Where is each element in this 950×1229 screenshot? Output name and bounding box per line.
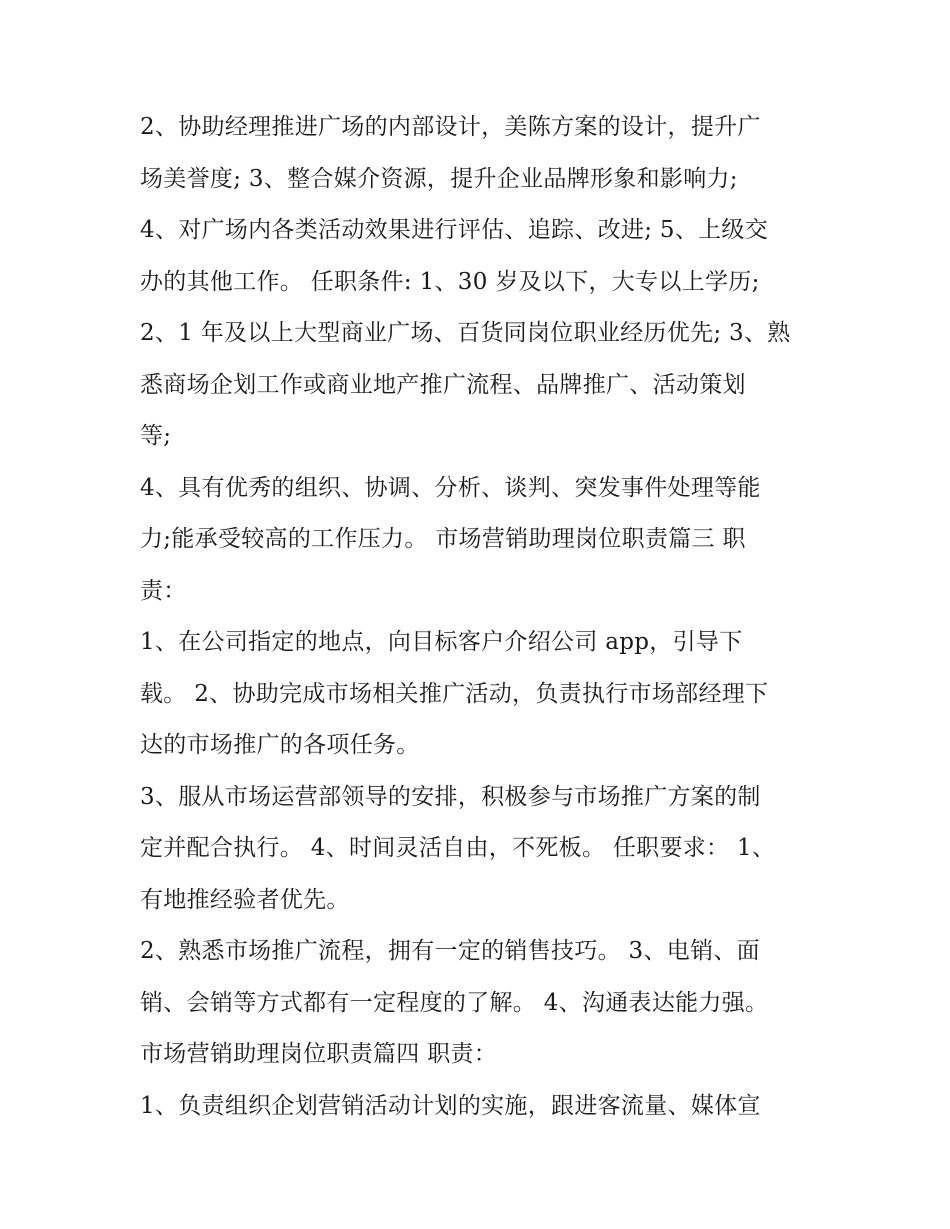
text-line: 定并配合执行。 4、时间灵活自由，不死板。 任职要求： 1、: [140, 835, 776, 861]
text-line: 场美誉度; 3、整合媒介资源，提升企业品牌形象和影响力;: [140, 165, 738, 192]
text-line: 2、熟悉市场推广流程，拥有一定的销售技巧。 3、电销、面: [140, 938, 760, 964]
text-line: 2、协助经理推进广场的内部设计，美陈方案的设计，提升广: [140, 114, 761, 140]
document-body: [140, 102, 820, 1132]
text-line: 等;: [140, 423, 172, 449]
text-line: 市场营销助理岗位职责篇四 职责：: [140, 1041, 498, 1067]
text-line: 1、在公司指定的地点，向目标客户介绍公司 app，引导下: [140, 629, 743, 655]
text-line: 销、会销等方式都有一定程度的了解。 4、沟通表达能力强。: [140, 989, 769, 1016]
text-line: 1、负责组织企划营销活动计划的实施，跟进客流量、媒体宣: [140, 1092, 761, 1119]
text-line: 达的市场推广的各项任务。: [140, 732, 420, 758]
text-line: 3、服从市场运营部领导的安排，积极参与市场推广方案的制: [140, 783, 761, 810]
text-line: 责：: [140, 577, 187, 604]
text-line: 载。 2、协助完成市场相关推广活动，负责执行市场部经理下: [140, 680, 769, 707]
text-line: 悉商场企划工作或商业地产推广流程、品牌推广、活动策划: [140, 371, 746, 398]
text-line: 办的其他工作。 任职条件: 1、30 岁及以下，大专以上学历;: [140, 268, 760, 295]
text-line: 2、1 年及以上大型商业广场、百货同岗位职业经历优先; 3、熟: [140, 320, 791, 346]
text-line: 4、对广场内各类活动效果进行评估、追踪、改进; 5、上级交: [140, 217, 769, 243]
text-line: 有地推经验者优先。: [140, 886, 350, 913]
text-line: 4、具有优秀的组织、协调、分析、谈判、突发事件处理等能: [140, 474, 761, 501]
text-line: 力;能承受较高的工作压力。 市场营销助理岗位职责篇三 职: [140, 526, 746, 552]
